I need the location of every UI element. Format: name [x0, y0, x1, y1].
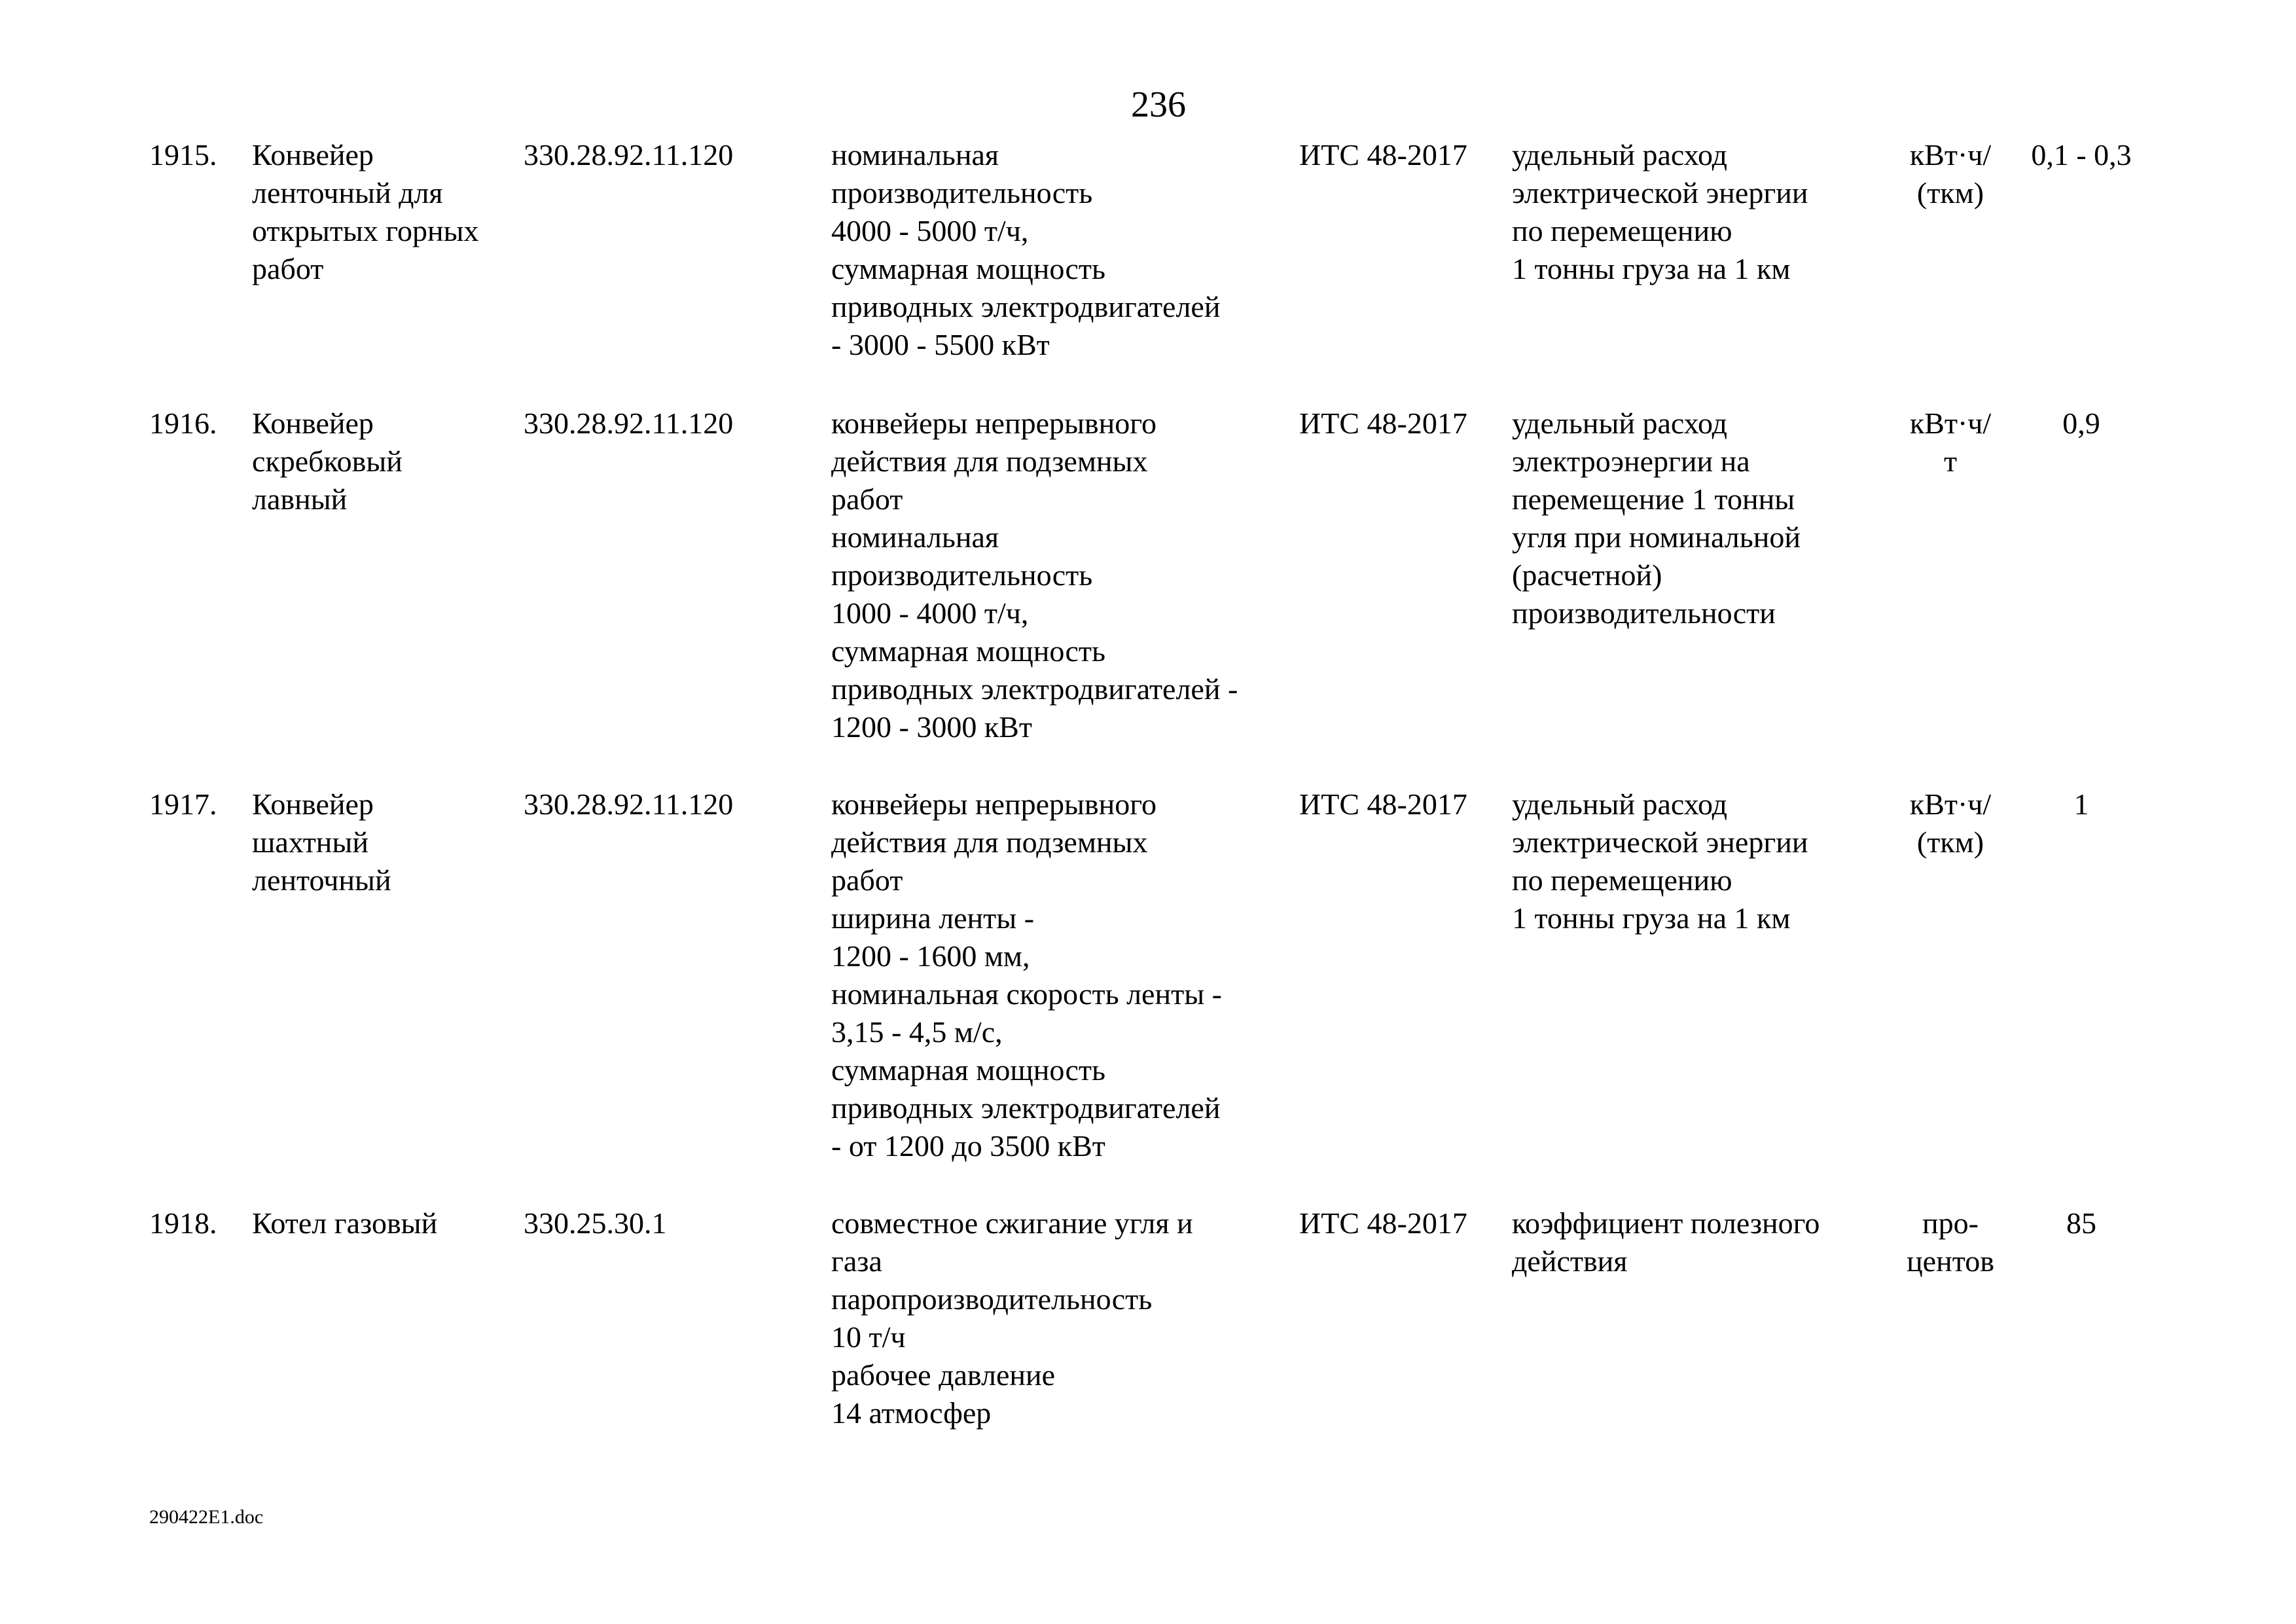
indicator [1512, 785, 1808, 937]
description-line: 10 т/ч [831, 1320, 906, 1354]
indicator-line: по перемещению [1512, 214, 1732, 247]
product-name-line: Конвейер [252, 406, 374, 440]
product-name-line: ленточный [252, 863, 391, 897]
indicator-line: электрической энергии [1512, 176, 1808, 209]
product-name-line: скребковый [252, 444, 403, 478]
product-name-line: ленточный для [252, 176, 443, 209]
description-line: суммарная мощность [831, 252, 1106, 285]
indicator-line: 1 тонны груза на 1 км [1512, 901, 1791, 935]
product-code: 330.28.92.11.120 [524, 406, 734, 440]
value: 0,9 [2062, 406, 2100, 440]
unit [1885, 785, 2016, 861]
indicator-line: по перемещению [1512, 863, 1732, 897]
product-name-line: Конвейер [252, 138, 374, 171]
description-line: приводных электродвигателей [831, 290, 1221, 323]
description-line: суммарная мощность [831, 634, 1106, 668]
row-number: 1915. [149, 138, 217, 171]
product-description [831, 405, 1238, 746]
description-line: номинальная скорость ленты - [831, 977, 1222, 1011]
description-line: производительность [831, 176, 1093, 209]
unit-line: (ткм) [1916, 825, 1984, 859]
unit [1885, 1204, 2016, 1280]
page-number: 236 [1131, 84, 1186, 125]
description-line: конвейеры непрерывного [831, 787, 1157, 821]
product-name-line: работ [252, 252, 324, 285]
unit-line: центов [1907, 1244, 1994, 1278]
product-name-line: открытых горных [252, 214, 479, 247]
product-name [252, 405, 403, 518]
description-line: работ [831, 482, 903, 516]
description-line: производительность [831, 558, 1093, 592]
indicator [1512, 405, 1801, 632]
product-name-line: Конвейер [252, 787, 374, 821]
description-line: суммарная мощность [831, 1053, 1106, 1087]
description-line: 4000 - 5000 т/ч, [831, 214, 1029, 247]
indicator-line: действия [1512, 1244, 1628, 1278]
unit-line: кВт·ч/ [1909, 138, 1992, 171]
indicator-line: производительности [1512, 596, 1776, 630]
description-line: конвейеры непрерывного [831, 406, 1157, 440]
standard-reference: ИТС 48-2017 [1299, 138, 1467, 171]
description-line: совместное сжигание угля и [831, 1206, 1193, 1240]
unit-line: кВт·ч/ [1909, 787, 1992, 821]
unit-line: (ткм) [1916, 176, 1984, 209]
product-name-line: шахтный [252, 825, 368, 859]
product-name [252, 785, 391, 899]
product-name-line: лавный [252, 482, 348, 516]
value: 0,1 - 0,3 [2031, 138, 2132, 171]
indicator-line: (расчетной) [1512, 558, 1662, 592]
description-line: действия для подземных [831, 825, 1148, 859]
indicator-line: удельный расход [1512, 138, 1728, 171]
unit [1885, 136, 2016, 212]
value: 85 [2066, 1206, 2096, 1240]
description-line: 14 атмосфер [831, 1396, 992, 1430]
value: 1 [2073, 787, 2089, 821]
indicator-line: электрической энергии [1512, 825, 1808, 859]
description-line: приводных электродвигателей [831, 1091, 1221, 1125]
indicator-line: угля при номинальной [1512, 520, 1801, 554]
product-description [831, 785, 1222, 1165]
description-line: - от 1200 до 3500 кВт [831, 1129, 1105, 1163]
indicator [1512, 136, 1808, 288]
unit-line: кВт·ч/ [1909, 406, 1992, 440]
row-number: 1918. [149, 1206, 217, 1240]
standard-reference: ИТС 48-2017 [1299, 406, 1467, 440]
footer-filename: 290422E1.doc [149, 1506, 264, 1528]
product-code: 330.28.92.11.120 [524, 138, 734, 171]
indicator-line: коэффициент полезного [1512, 1206, 1820, 1240]
description-line: работ [831, 863, 903, 897]
description-line: действия для подземных [831, 444, 1148, 478]
description-line: газа [831, 1244, 882, 1278]
indicator-line: 1 тонны груза на 1 км [1512, 252, 1791, 285]
indicator-line: удельный расход [1512, 406, 1728, 440]
description-line: 1200 - 3000 кВт [831, 710, 1032, 744]
description-line: приводных электродвигателей - [831, 672, 1238, 706]
description-line: рабочее давление [831, 1358, 1056, 1392]
product-description [831, 136, 1220, 364]
product-description [831, 1204, 1193, 1432]
indicator-line: электроэнергии на [1512, 444, 1750, 478]
description-line: 1200 - 1600 мм, [831, 939, 1030, 973]
indicator-line: перемещение 1 тонны [1512, 482, 1795, 516]
description-line: 3,15 - 4,5 м/с, [831, 1015, 1003, 1049]
product-code: 330.28.92.11.120 [524, 787, 734, 821]
indicator [1512, 1204, 1820, 1280]
unit [1885, 405, 2016, 480]
row-number: 1916. [149, 406, 217, 440]
unit-line: про- [1922, 1206, 1979, 1240]
description-line: - 3000 - 5500 кВт [831, 328, 1050, 361]
row-number: 1917. [149, 787, 217, 821]
product-name [252, 1204, 437, 1242]
description-line: номинальная [831, 520, 999, 554]
unit-line: т [1943, 444, 1958, 478]
product-name-line: Котел газовый [252, 1206, 438, 1240]
description-line: паропроизводительность [831, 1282, 1153, 1316]
standard-reference: ИТС 48-2017 [1299, 1206, 1467, 1240]
description-line: ширина ленты - [831, 901, 1035, 935]
standard-reference: ИТС 48-2017 [1299, 787, 1467, 821]
product-name [252, 136, 479, 288]
product-code: 330.25.30.1 [524, 1206, 667, 1240]
indicator-line: удельный расход [1512, 787, 1728, 821]
description-line: 1000 - 4000 т/ч, [831, 596, 1029, 630]
description-line: номинальная [831, 138, 999, 171]
